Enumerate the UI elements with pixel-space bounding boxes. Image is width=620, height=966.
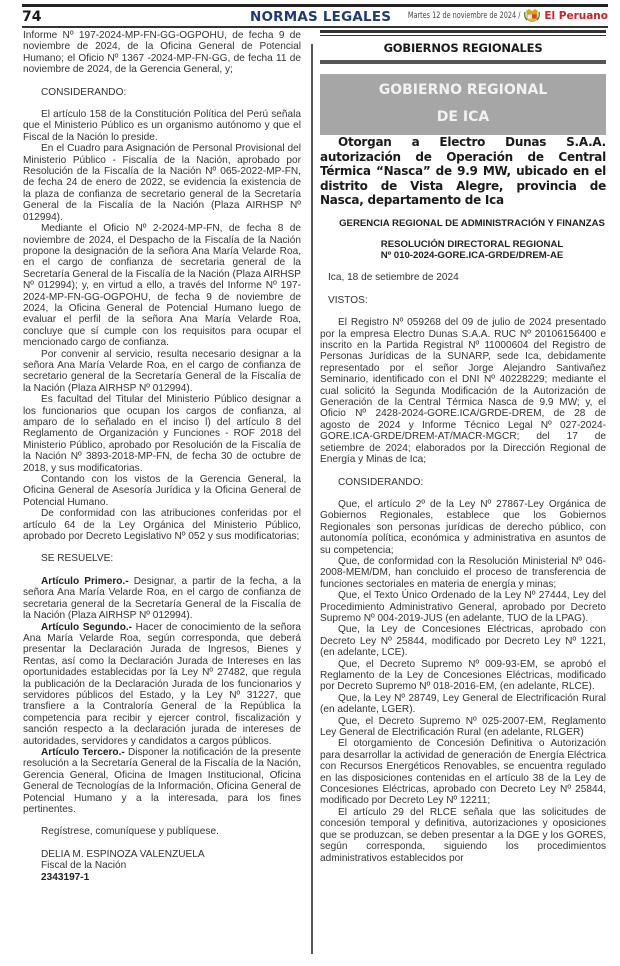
document-title: Otorgan a Electro Dunas S.A.A. autorización de Operación de Central Térmica “Nasca” de 9.9 MW, ubicado en el distrito de Vista Alegre, provincia de Nasca, departamento de Ica	[320, 135, 606, 208]
paragraph: El artículo 158 de la Constitución Política del Perú señala que el Ministerio Público es un organismo autónomo y que el Fiscal de la Nación lo preside.	[23, 109, 301, 143]
issuer-line-2: DE ICA	[436, 109, 490, 126]
paragraph: Que, el Decreto Supremo Nº 025-2007-EM, Reglamento Ley General de Electrificación Rural (en adelante, RLGER)	[320, 715, 606, 739]
paragraph: El artículo 29 del RLCE señala que las solicitudes de concesión temporal y definitiva, autorizaciones y oposiciones que se produzcan, se deben presentar a la DGE y los GORES, según corresponda, siguiendo los procedimientos administrativos establecidos por	[320, 806, 606, 864]
signatory-title: Fiscal de la Nación	[41, 860, 127, 872]
article-label: Artículo Segundo.-	[41, 621, 133, 633]
article-text: Designar, a partir de la fecha, a la señora Ana María Velarde Roa, en el cargo de confianza de secretaria general de la Secretaría General de la Fiscalía de la Nación (Plaza AIRHSP Nº 012994).	[23, 575, 301, 622]
paragraph: Que, la Ley Nº 28749, Ley General de Electrificación Rural (en adelante, LGER).	[320, 692, 606, 716]
closing-formula: Regístrese, comuníquese y publíquese.	[41, 826, 219, 838]
peru-coat-of-arms-icon	[524, 8, 540, 25]
paragraph: Que, el Texto Único Ordenado de la Ley Nº 27444, Ley del Procedimiento Administrativo General, aprobado por Decreto Supremo Nº 004-2019-JUS (en adelante, TUO de la LPAG).	[320, 590, 606, 624]
article-1	[23, 576, 301, 622]
issuer-line-1: GOBIERNO REGIONAL	[378, 82, 548, 99]
signatory-name: DELIA M. ESPINOZA VALENZUELA	[41, 848, 205, 860]
page-header	[22, 8, 608, 26]
article-3	[23, 747, 301, 815]
paragraph: Que, el Decreto Supremo Nº 009-93-EM, se aprobó el Reglamento de la Ley de Concesiones Eléctricas, modificado por Decreto Supremo Nº 018-2016-EM, (en adelante, RLCE).	[320, 658, 606, 693]
paragraph: Es facultad del Titular del Ministerio Público designar a los funcionarios que ocupan los cargos de confianza, al amparo de lo señalado en el inciso l) del artículo 8 del Reglamento de Organización y Funciones - ROF 2018 del Ministerio Público, aprobado por Resolución de la Fiscalía de la Nación Nº 3893-2018-MP-FN, de fecha 30 de octubre de 2018, y sus modificatorias.	[23, 394, 301, 474]
article-2	[23, 622, 301, 747]
publication-code: 2343197-1	[41, 871, 90, 883]
page-number: 74	[22, 9, 42, 25]
paragraph: Que, de conformidad con la Resolución Ministerial Nº 046-2008-MEM/DM, han concluido el proceso de transferencia de funciones sectoriales en materia de energía y minas;	[320, 555, 606, 590]
left-column	[23, 30, 301, 883]
considerando-heading: CONSIDERANDO:	[338, 476, 424, 488]
article-text: Hacer de conocimiento de la señora Ana María Velarde Roa, según corresponda, que deberá presentar la Declaración Jurada de Ingresos, Bienes y Rentas, así como la Declaración Jurada de Intereses en las oportunidades establecidas por la Ley Nº 27482, que regula la publicación de la Declaración Jurada de los funcionarios y servidores públicos del Estado, y la Ley Nº 31227, que transfiere a la Contraloría General de la República la competencia para recibir y ejercer control, fiscalización y sanción respecto a la declaración jurada de intereses de autoridades, servidores y candidatos a cargos públicos.	[23, 621, 301, 747]
vistos-paragraph: El Registro Nº 059268 del 09 de julio de 2024 presentado por la empresa Electro Dunas S.A.A. RUC Nº 20106156400 e inscrito en la Partida Registral Nº 11000604 del Registro de Personas Jurídicas de la SUNARP, sede Ica, debidamente representado por el señor Jorge Alejandro Santivañez Seminario, identificado con el DNI Nº 40228229; mediante el cual solicitó la Segunda Modificación de la Autorización de Generación de la Central Térmica Nasca de 9.9 MW; y, el Oficio Nº 2428-2024-GORE.ICA/GRDE-DREM, de 28 de agosto de 2024 y Informe Técnico Legal Nº 027-2024-GORE.ICA-GRDE/DREM-AT/MACR-MGCR; del 17 de setiembre de 2024; elaborados por la Dirección Regional de Energía y Minas de Ica;	[320, 317, 606, 466]
paragraph: De conformidad con las atribuciones conferidas por el artículo 64 de la Ley Orgánica del Ministerio Público, aprobado por Decreto Legislativo Nº 052 y sus modificatorias;	[23, 508, 301, 543]
header-bottom-rule	[22, 26, 608, 28]
section-rule-top-thin	[320, 35, 606, 36]
paragraph: Que, la Ley de Concesiones Eléctricas, aprobado con Decreto Ley Nº 25844, modificado por Decreto Ley Nº 1221, (en adelante, LCE).	[320, 624, 606, 659]
paragraph: Mediante el Oficio Nº 2-2024-MP-FN, de fecha 8 de noviembre de 2024, el Despacho de la Fiscalía de la Nación propone la designación de la señora Ana María Velarde Roa, en el cargo de confianza de secretaria general de la Secretaría General de la Fiscalía de la Nación (Plaza AIRHSP Nº 012994); y, en virtud a ello, a través del Informe Nº 197-2024-MP-FN-GG-OGPOHU, de fecha 9 de noviembre de 2024, la Oficina General de Potencial Humano luego de evaluar el perfil de la señora Ana María Velarde Roa, concluye que sí cumple con los requisitos para ocupar el mencionado cargo de confianza.	[23, 223, 301, 349]
issue-date: Martes 12 de noviembre de 2024 /	[407, 11, 520, 21]
issuer-banner	[320, 74, 606, 135]
header-top-rule	[22, 4, 608, 7]
place-date: Ica, 18 de setiembre de 2024	[328, 272, 459, 284]
column-separator	[311, 44, 313, 954]
article-label: Artículo Tercero.-	[41, 746, 125, 758]
right-column	[320, 30, 606, 864]
masthead-title: NORMAS LEGALES	[250, 9, 392, 25]
paragraph: Contando con los vistos de la Gerencia General, la Oficina General de Asesoría Jurídica y la Oficina General de Potencial Humano.	[23, 474, 301, 508]
paragraph: Por convenir al servicio, resulta necesario designar a la señora Ana María Velarde Roa, en el cargo de confianza de secretario general de la Secretaría General de la Fiscalía de la Nación (Plaza AIRHSP Nº 012994).	[23, 348, 301, 394]
resolution-number: Nº 010-2024-GORE.ICA-GRDE/DREM-AE	[380, 249, 564, 261]
paragraph: En el Cuadro para Asignación de Personal Provisional del Ministerio Público - Fiscalía de la Nación, aprobado por Resolución de la Fiscalía de la Nación Nº 065-2022-MP-FN, de fecha 24 de enero de 2022, se evidencia la existencia de la plaza de confianza de secretario general de la Secretaría General de la Fiscalía de la Nación (Plaza AIRHSP Nº 012994).	[23, 143, 301, 223]
section-rule-top	[320, 30, 606, 33]
section-title: GOBIERNOS REGIONALES	[383, 41, 543, 55]
considerando-heading: CONSIDERANDO:	[41, 86, 127, 98]
article-text: Disponer la notificación de la presente resolución a la Secretaría General de la Fiscalía de la Nación, Gerencia General, Oficina de Imagen Institucional, Oficina General de Tecnologías de la Información, Oficina General de Potencial Humano y a la interesada, para los fines pertinentes.	[23, 746, 301, 815]
se-resuelve-heading: SE RESUELVE:	[41, 553, 114, 565]
vistos-heading: VISTOS:	[328, 294, 368, 306]
section-rule-bottom	[320, 60, 606, 64]
intro-paragraph: Informe Nº 197-2024-MP-FN-GG-OGPOHU, de fecha 9 de noviembre de 2024, de la Oficina General de Potencial Humano; el Oficio Nº 1367 -2024-MP-FN-GG, de fecha 11 de noviembre de 2024, de la Gerencia General, y;	[23, 30, 301, 76]
article-label: Artículo Primero.-	[41, 575, 129, 587]
agency-name: GERENCIA REGIONAL DE ADMINISTRACIÓN Y FINANZAS	[339, 217, 605, 229]
resolution-type: RESOLUCIÓN DIRECTORAL REGIONAL	[380, 239, 564, 251]
paragraph: El otorgamiento de Concesión Definitiva o Autorización para desarrollar la actividad de generación de Energía Eléctrica con Recursos Energéticos Renovables, se encuentra regulado en las disposiciones contenidas en el artículo 38 de la Ley de Concesiones Eléctricas, aprobado con Decreto Ley Nº 25844, modificado por Decreto Ley Nº 12211;	[320, 738, 606, 807]
el-peruano-brand: El Peruano	[544, 10, 608, 22]
paragraph: Que, el artículo 2º de la Ley Nº 27867-Ley Orgánica de Gobiernos Regionales, establece que los Gobiernos Regionales son personas jurídicas de derecho público, con autonomía política, económica y administrativa en asuntos de su competencia;	[320, 498, 606, 556]
